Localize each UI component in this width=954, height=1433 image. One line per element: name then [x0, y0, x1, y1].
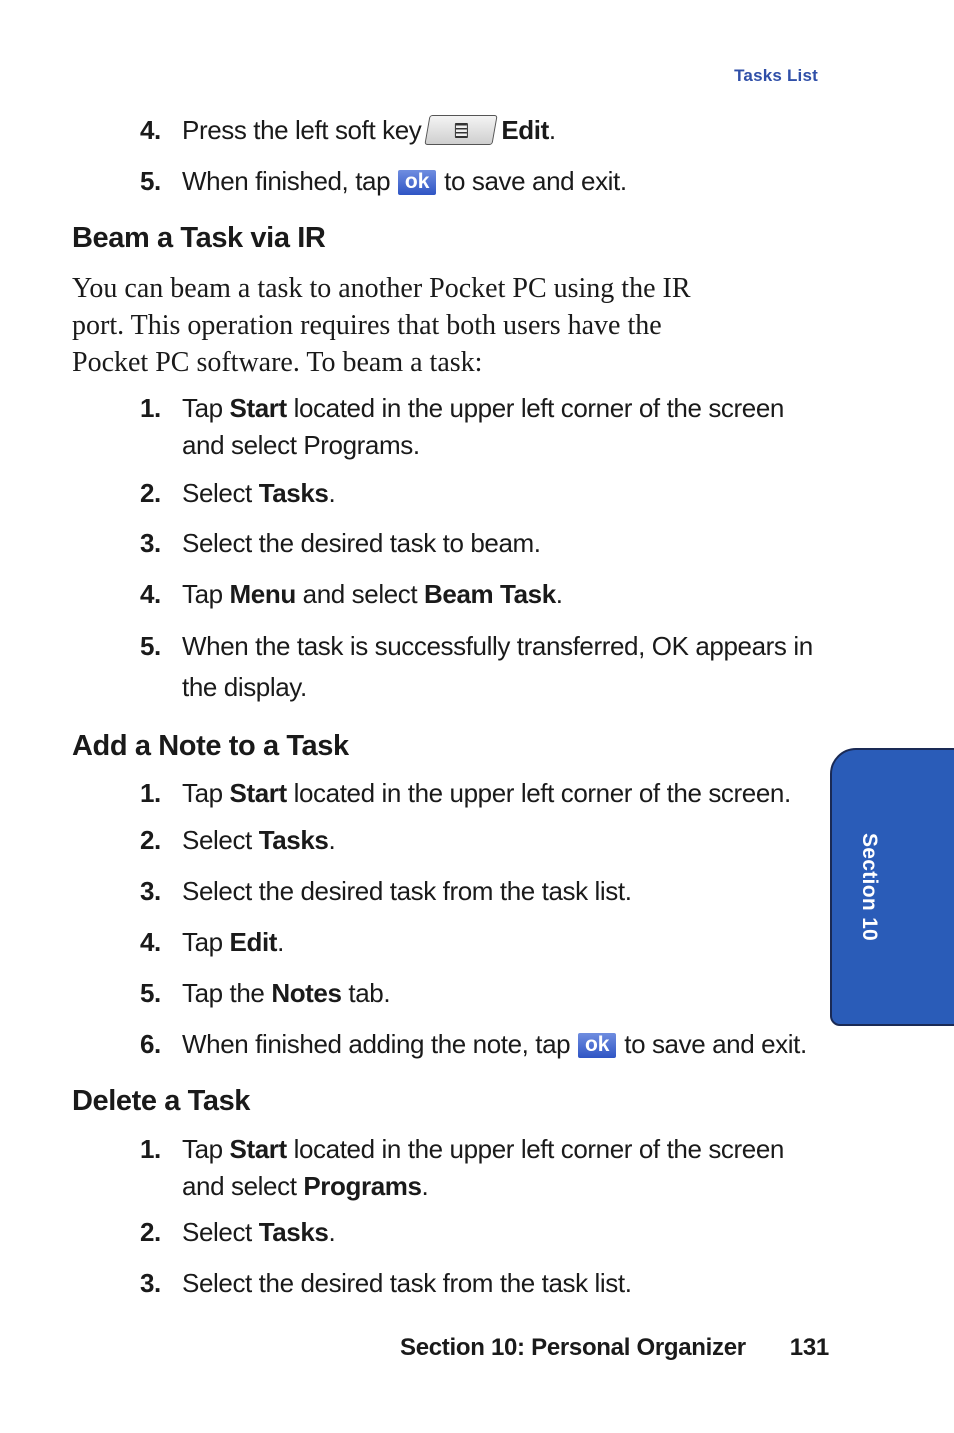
step-text: Press the left soft key	[182, 115, 422, 145]
step-number: 1.	[140, 393, 161, 423]
step-number: 3.	[140, 876, 161, 906]
section-tab-label: Section 10	[858, 833, 881, 942]
step-text: Tap	[182, 778, 230, 808]
step-number: 5.	[140, 978, 161, 1008]
list-item	[72, 775, 832, 812]
paragraph-line: You can beam a task to another Pocket PC using the IR	[72, 273, 691, 304]
step-text: .	[328, 1217, 336, 1247]
step-number: 2.	[140, 478, 161, 508]
step-bold: Tasks	[258, 1217, 329, 1247]
step-number: 4.	[140, 927, 161, 957]
list-item	[72, 822, 832, 859]
page-footer	[400, 1334, 829, 1362]
list-item	[72, 975, 832, 1012]
step-bold: Edit	[501, 115, 549, 145]
step-number: 1.	[140, 778, 161, 808]
list-item	[72, 475, 832, 512]
step-number: 2.	[140, 1217, 161, 1247]
list-item	[72, 1265, 832, 1302]
step-bold: Edit	[229, 927, 278, 957]
step-bold: Menu	[229, 579, 296, 609]
step-number: 6.	[140, 1029, 161, 1059]
step-text: Select the desired task from the task list.	[182, 1268, 632, 1298]
step-number: 3.	[140, 1268, 161, 1298]
step-bold: Start	[229, 393, 287, 423]
step-text: When the task is successfully transferred, OK appears in	[182, 631, 813, 661]
section-heading: Delete a Task	[72, 1085, 251, 1117]
step-text: .	[277, 927, 284, 957]
step-text: Tap	[182, 579, 230, 609]
soft-key-icon	[425, 115, 498, 145]
step-text: When finished, tap	[182, 166, 391, 196]
step-text: Tap	[182, 1134, 230, 1164]
menu-icon	[455, 123, 468, 138]
section-tab	[830, 748, 954, 1026]
step-text: Select the desired task to beam.	[182, 528, 541, 558]
step-text: When finished adding the note, tap	[182, 1029, 571, 1059]
step-text: .	[548, 115, 556, 145]
step-number: 5.	[140, 631, 161, 661]
step-text: Tap	[182, 393, 230, 423]
running-header: Tasks List	[734, 66, 818, 85]
step-text: located in the upper left corner of the screen	[286, 393, 784, 423]
step-text: tab.	[341, 978, 391, 1008]
step-number: 4.	[140, 579, 161, 609]
list-item	[72, 1214, 832, 1251]
list-item	[72, 112, 832, 149]
list-item	[72, 163, 832, 200]
page-number: 131	[789, 1334, 829, 1361]
list-item	[72, 873, 832, 910]
section-heading: Add a Note to a Task	[72, 730, 349, 762]
ok-button-icon: ok	[398, 170, 436, 195]
step-number: 2.	[140, 825, 161, 855]
step-bold: Tasks	[258, 825, 329, 855]
step-text: .	[328, 825, 336, 855]
step-text: Select	[182, 825, 259, 855]
step-text: to save and exit.	[624, 1029, 807, 1059]
step-text: located in the upper left corner of the screen.	[286, 778, 791, 808]
list-item	[72, 1026, 832, 1063]
step-text: Select	[182, 478, 259, 508]
step-number: 3.	[140, 528, 161, 558]
section-heading: Beam a Task via IR	[72, 222, 326, 254]
ok-button-icon: ok	[578, 1033, 616, 1058]
step-text: Tap the	[182, 978, 272, 1008]
list-item	[72, 924, 832, 961]
list-item	[72, 390, 832, 464]
step-text: and select	[295, 579, 425, 609]
step-text: and select	[182, 1171, 304, 1201]
paragraph	[72, 270, 812, 381]
list-item	[72, 576, 832, 613]
list-item	[72, 525, 832, 562]
step-bold: Start	[229, 1134, 287, 1164]
list-item	[72, 1131, 832, 1205]
step-text: the display.	[182, 672, 307, 702]
step-bold: Notes	[271, 978, 342, 1008]
step-bold: Programs	[303, 1171, 422, 1201]
step-text: Select the desired task from the task list.	[182, 876, 632, 906]
step-number: 1.	[140, 1134, 161, 1164]
step-text: .	[328, 478, 336, 508]
step-text: located in the upper left corner of the screen	[286, 1134, 784, 1164]
paragraph-line: Pocket PC software. To beam a task:	[72, 347, 483, 378]
page-content	[72, 112, 832, 1302]
step-number: 5.	[140, 166, 161, 196]
step-text: and select Programs.	[182, 430, 420, 460]
footer-section-title: Section 10: Personal Organizer	[400, 1334, 746, 1361]
step-bold: Tasks	[258, 478, 329, 508]
step-text: .	[555, 579, 563, 609]
paragraph-line: port. This operation requires that both users have the	[72, 310, 662, 341]
step-text: to save and exit.	[444, 166, 627, 196]
step-text: Select	[182, 1217, 259, 1247]
step-text: Tap	[182, 927, 230, 957]
step-bold: Beam Task	[424, 579, 556, 609]
step-text: .	[421, 1171, 429, 1201]
step-bold: Start	[229, 778, 287, 808]
step-number: 4.	[140, 115, 161, 145]
list-item	[72, 626, 832, 708]
